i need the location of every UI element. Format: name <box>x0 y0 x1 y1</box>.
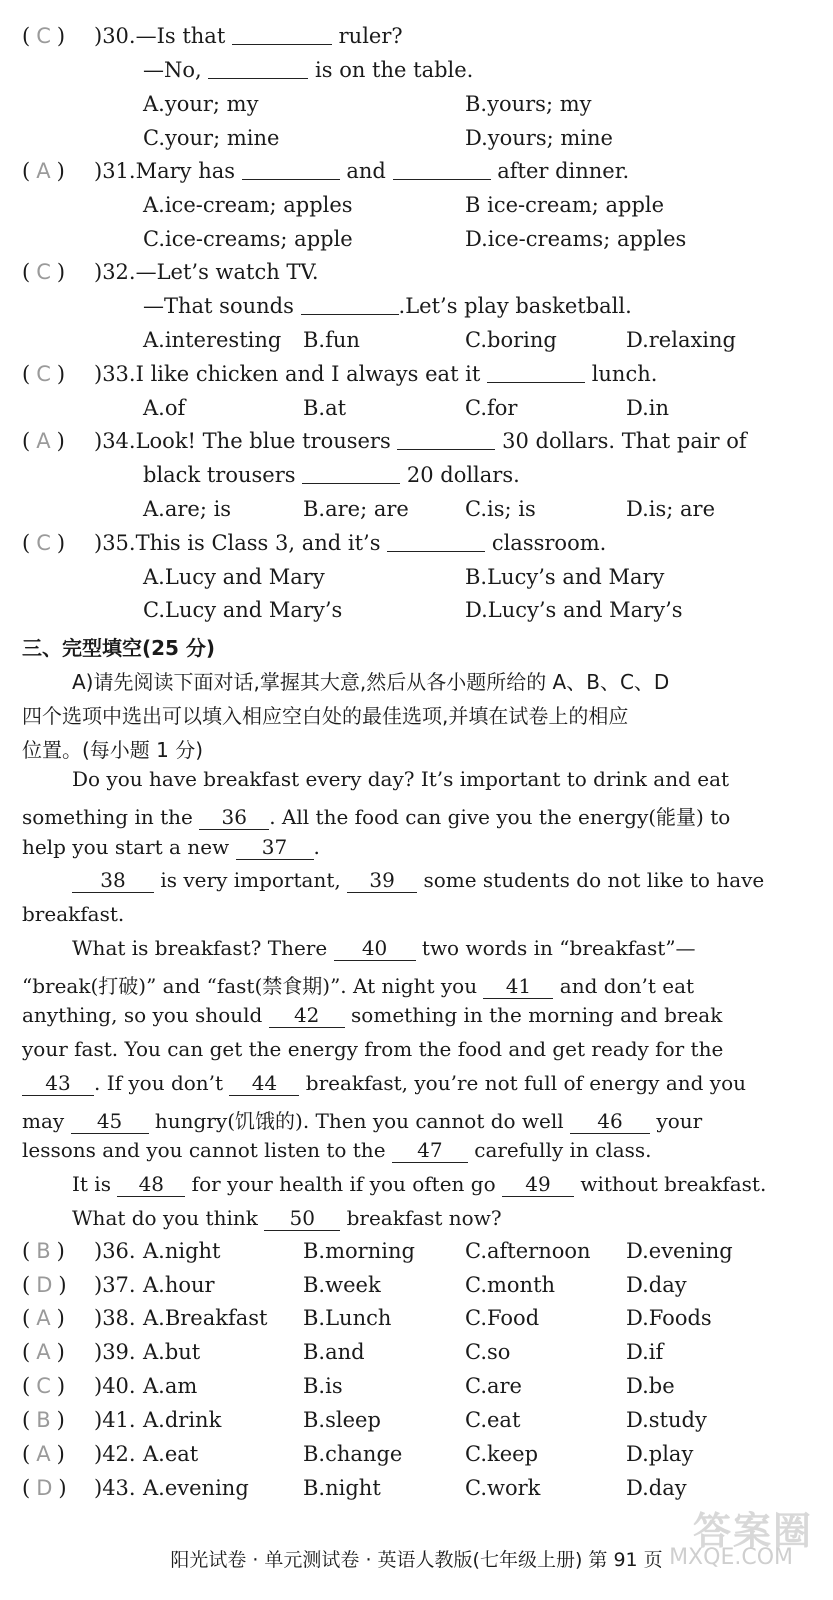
numbered-blank-38: 38 <box>72 868 154 893</box>
option-c: C.so <box>465 1340 511 1364</box>
passage-text: and don’t eat <box>553 974 695 998</box>
question-number: )41. <box>94 1408 136 1432</box>
question-30: ( C ) )30.—Is that ruler? <box>22 24 403 48</box>
option-c: C.boring <box>465 328 557 352</box>
numbered-blank-50: 50 <box>264 1206 340 1231</box>
option-b: B.is <box>303 1374 343 1398</box>
option-a: A.ice-cream; apples <box>143 193 353 217</box>
passage-text: breakfast, you’re not full of energy and you <box>299 1071 747 1095</box>
question-number: )30. <box>94 24 136 48</box>
passage-text: without breakfast. <box>573 1172 767 1196</box>
answer-mark: D <box>36 1273 53 1297</box>
option-d: D.day <box>626 1273 687 1297</box>
option-b: B.sleep <box>303 1408 381 1432</box>
answer-mark: B <box>36 1408 51 1432</box>
cloze-question: ( A ) )38. <box>22 1306 136 1330</box>
question-number: )36. <box>94 1239 136 1263</box>
answer-blank <box>397 431 495 450</box>
passage-text: your <box>650 1109 703 1133</box>
option-b: B.are; are <box>303 497 409 521</box>
option-d: D.study <box>626 1408 707 1432</box>
option-d: D.is; are <box>626 497 715 521</box>
question-text: 30 dollars. That pair of <box>495 429 747 453</box>
answer-mark: A <box>36 1340 51 1364</box>
option-d: D.relaxing <box>626 328 736 352</box>
question-number: )32. <box>94 260 136 284</box>
answer-blank <box>387 533 485 552</box>
passage-text: two words in “breakfast”— <box>415 936 696 960</box>
question-34: ( A ) )34.Look! The blue trousers 30 dollars. That pair of <box>22 429 747 453</box>
passage-text: may <box>22 1109 71 1133</box>
question-number: )33. <box>94 362 136 386</box>
option-b: B.yours; my <box>465 92 592 116</box>
option-d: D.Lucy’s and Mary’s <box>465 598 683 622</box>
cloze-question: ( B ) )36. <box>22 1239 136 1263</box>
passage-text: “break(打破)” and “fast(禁食期)”. At night you <box>22 974 484 998</box>
option-d: D.day <box>626 1476 687 1500</box>
question-text: .Let’s play basketball. <box>398 294 632 318</box>
passage-line <box>22 801 730 830</box>
numbered-blank-48: 48 <box>117 1172 185 1197</box>
answer-mark: C <box>36 1374 51 1398</box>
passage-line: Do you have breakfast every day? It’s important to drink and eat <box>72 767 730 791</box>
passage-text: . If you don’t <box>94 1071 230 1095</box>
passage-line <box>72 1172 766 1197</box>
option-b: B.change <box>303 1442 403 1466</box>
passage-line <box>22 1138 652 1163</box>
option-b: B.Lunch <box>303 1306 392 1330</box>
passage-line: your fast. You can get the energy from the food and get ready for the <box>22 1037 724 1061</box>
option-b: B.night <box>303 1476 381 1500</box>
section-title: 三、完型填空(25 分) <box>22 636 216 660</box>
numbered-blank-44: 44 <box>229 1071 299 1096</box>
question-text: I like chicken and I always eat it <box>135 362 488 386</box>
question-number: )37. <box>94 1273 136 1297</box>
passage-text: is very important, <box>154 868 348 892</box>
passage-text: something in the <box>22 805 200 829</box>
answer-mark: D <box>36 1476 53 1500</box>
question-text: —Let’s watch TV. <box>135 260 319 284</box>
option-c: C.ice-creams; apple <box>143 227 353 251</box>
numbered-blank-49: 49 <box>502 1172 574 1197</box>
passage-text: What is breakfast? There <box>72 936 334 960</box>
answer-blank <box>302 465 400 484</box>
numbered-blank-47: 47 <box>392 1138 468 1163</box>
option-a: A.drink <box>143 1408 222 1432</box>
passage-text: What do you think <box>72 1206 265 1230</box>
cloze-question: ( A ) )39. <box>22 1340 136 1364</box>
passage-line <box>22 835 320 860</box>
question-number: )39. <box>94 1340 136 1364</box>
answer-blank <box>232 26 332 45</box>
option-c: C.afternoon <box>465 1239 591 1263</box>
answer-blank <box>242 161 340 180</box>
cloze-question: ( D ) )37. <box>22 1273 136 1297</box>
passage-text: . <box>313 835 320 859</box>
option-d: D.be <box>626 1374 675 1398</box>
question-35: ( C ) )35.This is Class 3, and it’s classroom. <box>22 531 607 555</box>
option-b: B.fun <box>303 328 360 352</box>
answer-mark: A <box>36 1306 51 1330</box>
instruction-line: 四个选项中选出可以填入相应空白处的最佳选项,并填在试卷上的相应 <box>22 704 629 728</box>
passage-text: carefully in class. <box>467 1138 652 1162</box>
option-c: C.keep <box>465 1442 539 1466</box>
option-b: B.Lucy’s and Mary <box>465 565 665 589</box>
answer-mark: C <box>36 531 51 555</box>
answer-mark: C <box>36 362 51 386</box>
option-d: D.ice-creams; apples <box>465 227 687 251</box>
option-b: B.morning <box>303 1239 415 1263</box>
option-a: A.night <box>143 1239 221 1263</box>
answer-mark: C <box>36 260 51 284</box>
passage-line <box>22 1105 702 1134</box>
passage-line <box>22 1071 746 1096</box>
question-text: Look! The blue trousers <box>135 429 398 453</box>
option-d: D.in <box>626 396 670 420</box>
numbered-blank-41: 41 <box>483 974 553 999</box>
option-a: A.your; my <box>143 92 259 116</box>
question-number: )40. <box>94 1374 136 1398</box>
option-c: C.are <box>465 1374 522 1398</box>
passage-text: . All the food can give you the energy(能量) to <box>269 805 731 829</box>
question-31: ( A ) )31.Mary has and after dinner. <box>22 159 630 183</box>
question-33: ( C ) )33.I like chicken and I always eat it lunch. <box>22 362 658 386</box>
cloze-question: ( B ) )41. <box>22 1408 136 1432</box>
option-a: A.eat <box>143 1442 199 1466</box>
watermark-logo: 答案圈 <box>692 1509 813 1553</box>
answer-mark: B <box>36 1239 51 1263</box>
option-b: B.at <box>303 396 347 420</box>
question-number: )38. <box>94 1306 136 1330</box>
question-number: )35. <box>94 531 136 555</box>
passage-text: some students do not like to have <box>417 868 765 892</box>
passage-text: lessons and you cannot listen to the <box>22 1138 392 1162</box>
numbered-blank-46: 46 <box>570 1109 650 1134</box>
numbered-blank-45: 45 <box>71 1109 149 1134</box>
option-a: A.interesting <box>143 328 282 352</box>
option-c: C.is; is <box>465 497 536 521</box>
option-a: A.Lucy and Mary <box>143 565 325 589</box>
question-text: black trousers <box>143 463 303 487</box>
question-text: classroom. <box>485 531 607 555</box>
instruction-line: A)请先阅读下面对话,掌握其大意,然后从各小题所给的 A、B、C、D <box>72 670 670 694</box>
option-c: C.month <box>465 1273 556 1297</box>
option-c: C.for <box>465 396 518 420</box>
question-32: ( C ) )32.—Let’s watch TV. <box>22 260 319 284</box>
cloze-question: ( A ) )42. <box>22 1442 136 1466</box>
passage-text: hungry(饥饿的). Then you cannot do well <box>148 1109 571 1133</box>
watermark-text: MXQE.COM <box>669 1545 793 1570</box>
option-c: C.your; mine <box>143 126 280 150</box>
question-34-line2 <box>143 463 520 487</box>
cloze-question: ( D ) )43. <box>22 1476 136 1500</box>
answer-mark: A <box>36 429 51 453</box>
option-d: D.play <box>626 1442 694 1466</box>
question-text: is on the table. <box>308 58 474 82</box>
option-b: B ice-cream; apple <box>465 193 665 217</box>
option-b: B.week <box>303 1273 381 1297</box>
question-text: —Is that <box>135 24 232 48</box>
passage-text: breakfast now? <box>340 1206 502 1230</box>
question-30-line2 <box>143 58 473 82</box>
option-a: A.are; is <box>143 497 232 521</box>
page-footer: 阳光试卷 · 单元测试卷 · 英语人教版(七年级上册) 第 91 页 <box>170 1549 663 1571</box>
cloze-question: ( C ) )40. <box>22 1374 136 1398</box>
passage-line: breakfast. <box>22 902 125 926</box>
option-b: B.and <box>303 1340 365 1364</box>
question-text: 20 dollars. <box>400 463 520 487</box>
option-c: C.eat <box>465 1408 521 1432</box>
numbered-blank-40: 40 <box>334 936 416 961</box>
question-number: )42. <box>94 1442 136 1466</box>
question-text: —No, <box>143 58 209 82</box>
option-c: C.Lucy and Mary’s <box>143 598 343 622</box>
question-text: after dinner. <box>490 159 630 183</box>
option-d: D.if <box>626 1340 664 1364</box>
question-text: —That sounds <box>143 294 301 318</box>
question-text: This is Class 3, and it’s <box>135 531 388 555</box>
passage-line <box>72 1206 502 1231</box>
option-d: D.Foods <box>626 1306 712 1330</box>
numbered-blank-43: 43 <box>22 1071 94 1096</box>
numbered-blank-36: 36 <box>199 805 269 830</box>
answer-blank <box>393 161 491 180</box>
numbered-blank-39: 39 <box>347 868 417 893</box>
option-d: D.yours; mine <box>465 126 613 150</box>
question-text: lunch. <box>585 362 658 386</box>
option-a: A.evening <box>143 1476 249 1500</box>
passage-line <box>72 868 764 893</box>
passage-text: anything, so you should <box>22 1003 269 1027</box>
answer-blank <box>301 296 399 315</box>
question-text: Mary has <box>135 159 242 183</box>
option-c: C.Food <box>465 1306 540 1330</box>
question-text: and <box>339 159 393 183</box>
option-d: D.evening <box>626 1239 733 1263</box>
question-number: )34. <box>94 429 136 453</box>
passage-line <box>22 1003 722 1028</box>
passage-line <box>22 970 694 999</box>
answer-mark: A <box>36 1442 51 1466</box>
instruction-line: 位置。(每小题 1 分) <box>22 738 204 762</box>
answer-blank <box>208 60 308 79</box>
numbered-blank-37: 37 <box>236 835 314 860</box>
option-a: A.hour <box>143 1273 215 1297</box>
question-text: ruler? <box>331 24 403 48</box>
answer-blank <box>487 364 585 383</box>
answer-mark: C <box>36 24 51 48</box>
question-32-line2 <box>143 294 632 318</box>
question-number: )31. <box>94 159 136 183</box>
numbered-blank-42: 42 <box>269 1003 345 1028</box>
passage-line <box>72 936 696 961</box>
option-a: A.of <box>143 396 186 420</box>
option-c: C.work <box>465 1476 541 1500</box>
passage-text: help you start a new <box>22 835 236 859</box>
answer-mark: A <box>36 159 51 183</box>
option-a: A.but <box>143 1340 201 1364</box>
passage-text: for your health if you often go <box>185 1172 502 1196</box>
passage-text: It is <box>72 1172 118 1196</box>
passage-text: something in the morning and break <box>344 1003 723 1027</box>
option-a: A.am <box>143 1374 198 1398</box>
option-a: A.Breakfast <box>143 1306 268 1330</box>
question-number: )43. <box>94 1476 136 1500</box>
